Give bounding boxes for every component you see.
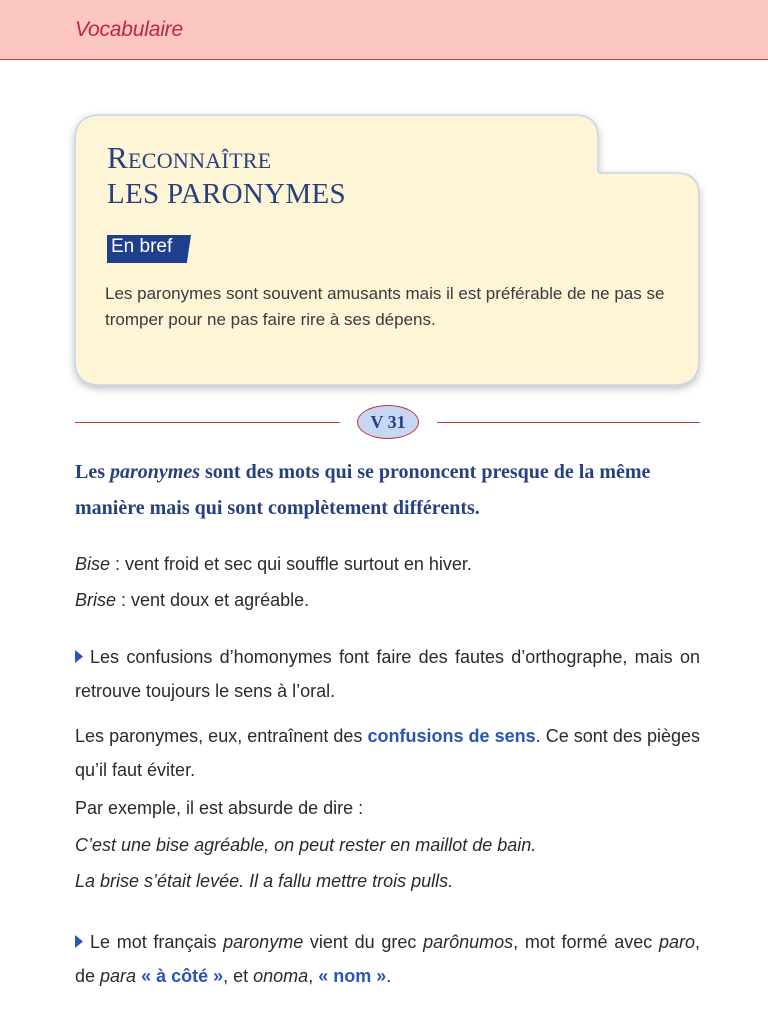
lead-term: paronymes	[110, 461, 200, 483]
definition-text: : vent doux et agréable.	[116, 590, 310, 610]
title-line-1: Reconnaître	[107, 140, 272, 175]
section-title: Vocabulaire	[75, 18, 183, 41]
highlight-nom: « nom »	[318, 966, 387, 986]
definition-word: Bise	[75, 554, 111, 574]
etymology-text: , mot formé avec	[513, 932, 659, 952]
word-para: para	[100, 966, 137, 986]
etymology-text: , et	[223, 966, 254, 986]
etymology-text: vient du grec	[303, 932, 424, 952]
en-bref-tag	[107, 235, 191, 263]
etymology-text: Le mot français	[90, 932, 224, 952]
definition-text: : vent froid et sec qui souffle surtout en hiver.	[110, 554, 472, 574]
word-paronumos: parônumos	[423, 932, 514, 952]
paragraph-example-intro: Par exemple, il est absurde de dire :	[75, 798, 364, 818]
paragraph-text: . Ce sont des pièges qu’il faut éviter.	[75, 726, 700, 780]
card-summary: Les paronymes sont souvent amusants mais il est préférable de ne pas se tromper pour ne pas faire rire à ses dépens.	[105, 284, 665, 329]
lead-text: Les	[75, 461, 110, 483]
bullet-icon	[75, 650, 83, 663]
paragraph-confusions	[75, 719, 700, 787]
lesson-code: V 31	[370, 412, 406, 432]
highlight-confusions: confusions de sens	[367, 726, 536, 746]
lesson-badge	[357, 405, 419, 439]
definition-bise	[75, 551, 472, 577]
paragraph-homonymes	[75, 640, 700, 708]
lead-text: sont des mots qui se prononcent presque de la même manière mais qui sont complètement différents.	[75, 461, 651, 519]
definition-word: Brise	[75, 590, 117, 610]
bullet-icon	[75, 935, 83, 948]
tag-label: En bref	[111, 236, 173, 257]
highlight-a-cote: « à côté »	[141, 966, 224, 986]
title-line-2: LES PARONYMES	[107, 178, 346, 210]
etymology-text: ,	[308, 966, 319, 986]
lead-definition	[75, 454, 700, 526]
etymology-text: , de	[75, 932, 701, 986]
divider-right	[437, 422, 700, 423]
word-onoma: onoma	[253, 966, 309, 986]
divider-left	[75, 422, 340, 423]
example-sentence-1: C’est une bise agréable, on peut rester en maillot de bain.	[75, 835, 537, 855]
etymology-text: .	[386, 966, 392, 986]
paragraph-text: Les paronymes, eux, entraînent des	[75, 726, 368, 746]
paragraph-etymology	[75, 925, 700, 993]
paragraph-text: Les confusions d’homonymes font faire des fautes d’orthographe, mais on retrouve toujours le sens à l’oral.	[75, 647, 700, 701]
word-paronyme: paronyme	[223, 932, 304, 952]
definition-brise	[75, 587, 309, 613]
word-paro: paro	[658, 932, 695, 952]
example-sentence-2: La brise s’était levée. Il a fallu mettre trois pulls.	[75, 871, 454, 891]
card-title	[107, 138, 346, 210]
